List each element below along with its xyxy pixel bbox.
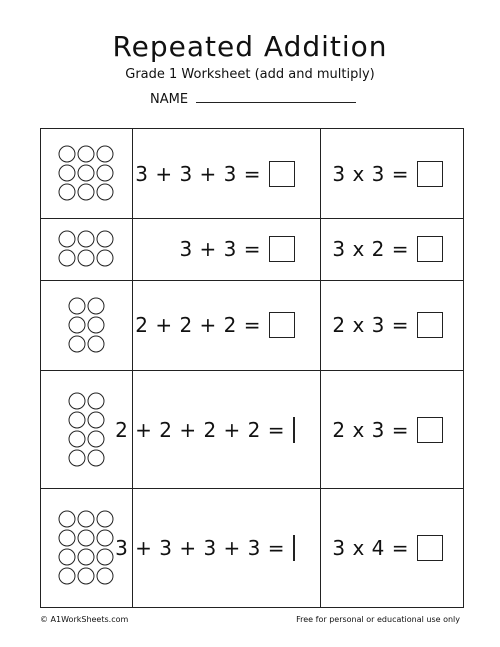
addition-equation: 3 + 3 + 3 = — [135, 161, 261, 186]
counting-circle — [59, 231, 75, 247]
circle-array-svg — [57, 144, 116, 203]
counting-circle — [97, 165, 113, 181]
counting-circle — [88, 431, 104, 447]
counting-circle — [78, 146, 94, 162]
counting-circle — [88, 336, 104, 352]
counting-circle — [78, 530, 94, 546]
counting-circle — [59, 511, 75, 527]
table-row — [41, 370, 464, 489]
multiplication-cell — [321, 219, 464, 281]
counting-circle — [88, 317, 104, 333]
worksheet-table — [40, 128, 464, 608]
footer-usage-note: Free for personal or educational use only — [296, 615, 460, 624]
counting-circle — [97, 530, 113, 546]
counting-circle — [97, 568, 113, 584]
addition-cell — [115, 489, 321, 608]
counting-circle — [69, 393, 85, 409]
counting-circle — [59, 549, 75, 565]
table-row — [41, 489, 464, 608]
counting-circle — [88, 412, 104, 428]
circle-array-svg — [67, 296, 107, 355]
circle-group-cell — [41, 129, 133, 219]
addition-answer-box[interactable] — [293, 535, 295, 561]
counting-circle — [78, 165, 94, 181]
multiplication-answer-box[interactable] — [417, 161, 443, 187]
multiplication-cell — [321, 280, 464, 370]
table-row — [41, 219, 464, 281]
multiplication-equation: 3 x 2 = — [332, 237, 409, 262]
table-row — [41, 129, 464, 219]
counting-circle — [69, 298, 85, 314]
circle-array-svg — [67, 391, 107, 469]
addition-answer-box[interactable] — [269, 236, 295, 262]
addition-answer-box[interactable] — [293, 417, 295, 443]
addition-equation: 2 + 2 + 2 = — [135, 313, 261, 338]
circle-array — [41, 219, 132, 280]
name-label: NAME — [150, 92, 189, 107]
counting-circle — [78, 184, 94, 200]
counting-circle — [69, 317, 85, 333]
multiplication-cell — [321, 489, 464, 608]
counting-circle — [59, 165, 75, 181]
counting-circle — [78, 250, 94, 266]
counting-circle — [69, 450, 85, 466]
multiplication-cell — [321, 129, 464, 219]
counting-circle — [78, 231, 94, 247]
multiplication-answer-box[interactable] — [417, 535, 443, 561]
counting-circle — [97, 146, 113, 162]
counting-circle — [59, 530, 75, 546]
counting-circle — [69, 336, 85, 352]
multiplication-equation: 2 x 3 = — [332, 313, 409, 338]
circle-group-cell — [41, 219, 133, 281]
footer-copyright: © A1WorkSheets.com — [40, 615, 129, 624]
counting-circle — [88, 298, 104, 314]
name-row — [150, 92, 356, 107]
addition-equation: 2 + 2 + 2 + 2 = — [115, 417, 285, 442]
circle-array-svg — [57, 509, 116, 587]
counting-circle — [97, 511, 113, 527]
counting-circle — [97, 231, 113, 247]
counting-circle — [69, 412, 85, 428]
circle-array — [41, 129, 132, 218]
counting-circle — [59, 146, 75, 162]
counting-circle — [78, 568, 94, 584]
counting-circle — [59, 568, 75, 584]
addition-equation: 3 + 3 = — [179, 237, 261, 262]
counting-circle — [78, 511, 94, 527]
multiplication-answer-box[interactable] — [417, 417, 443, 443]
circle-group-cell — [41, 280, 133, 370]
addition-cell — [115, 370, 321, 489]
counting-circle — [59, 184, 75, 200]
circle-array-svg — [57, 229, 116, 269]
page-subtitle: Grade 1 Worksheet (add and multiply) — [125, 67, 375, 82]
circle-array — [41, 281, 132, 370]
addition-answer-box[interactable] — [269, 161, 295, 187]
counting-circle — [59, 250, 75, 266]
multiplication-equation: 3 x 3 = — [332, 161, 409, 186]
addition-answer-box[interactable] — [269, 312, 295, 338]
addition-cell — [133, 280, 321, 370]
counting-circle — [97, 549, 113, 565]
multiplication-answer-box[interactable] — [417, 312, 443, 338]
counting-circle — [97, 184, 113, 200]
counting-circle — [88, 450, 104, 466]
multiplication-equation: 2 x 3 = — [332, 417, 409, 442]
multiplication-answer-box[interactable] — [417, 236, 443, 262]
table-row — [41, 280, 464, 370]
multiplication-equation: 3 x 4 = — [332, 536, 409, 561]
counting-circle — [69, 431, 85, 447]
addition-cell — [133, 129, 321, 219]
counting-circle — [78, 549, 94, 565]
page-title: Repeated Addition — [112, 30, 388, 63]
counting-circle — [97, 250, 113, 266]
addition-cell — [133, 219, 321, 281]
name-field-line[interactable] — [196, 92, 356, 103]
multiplication-cell — [321, 370, 464, 489]
counting-circle — [88, 393, 104, 409]
addition-equation: 3 + 3 + 3 + 3 = — [115, 536, 285, 561]
